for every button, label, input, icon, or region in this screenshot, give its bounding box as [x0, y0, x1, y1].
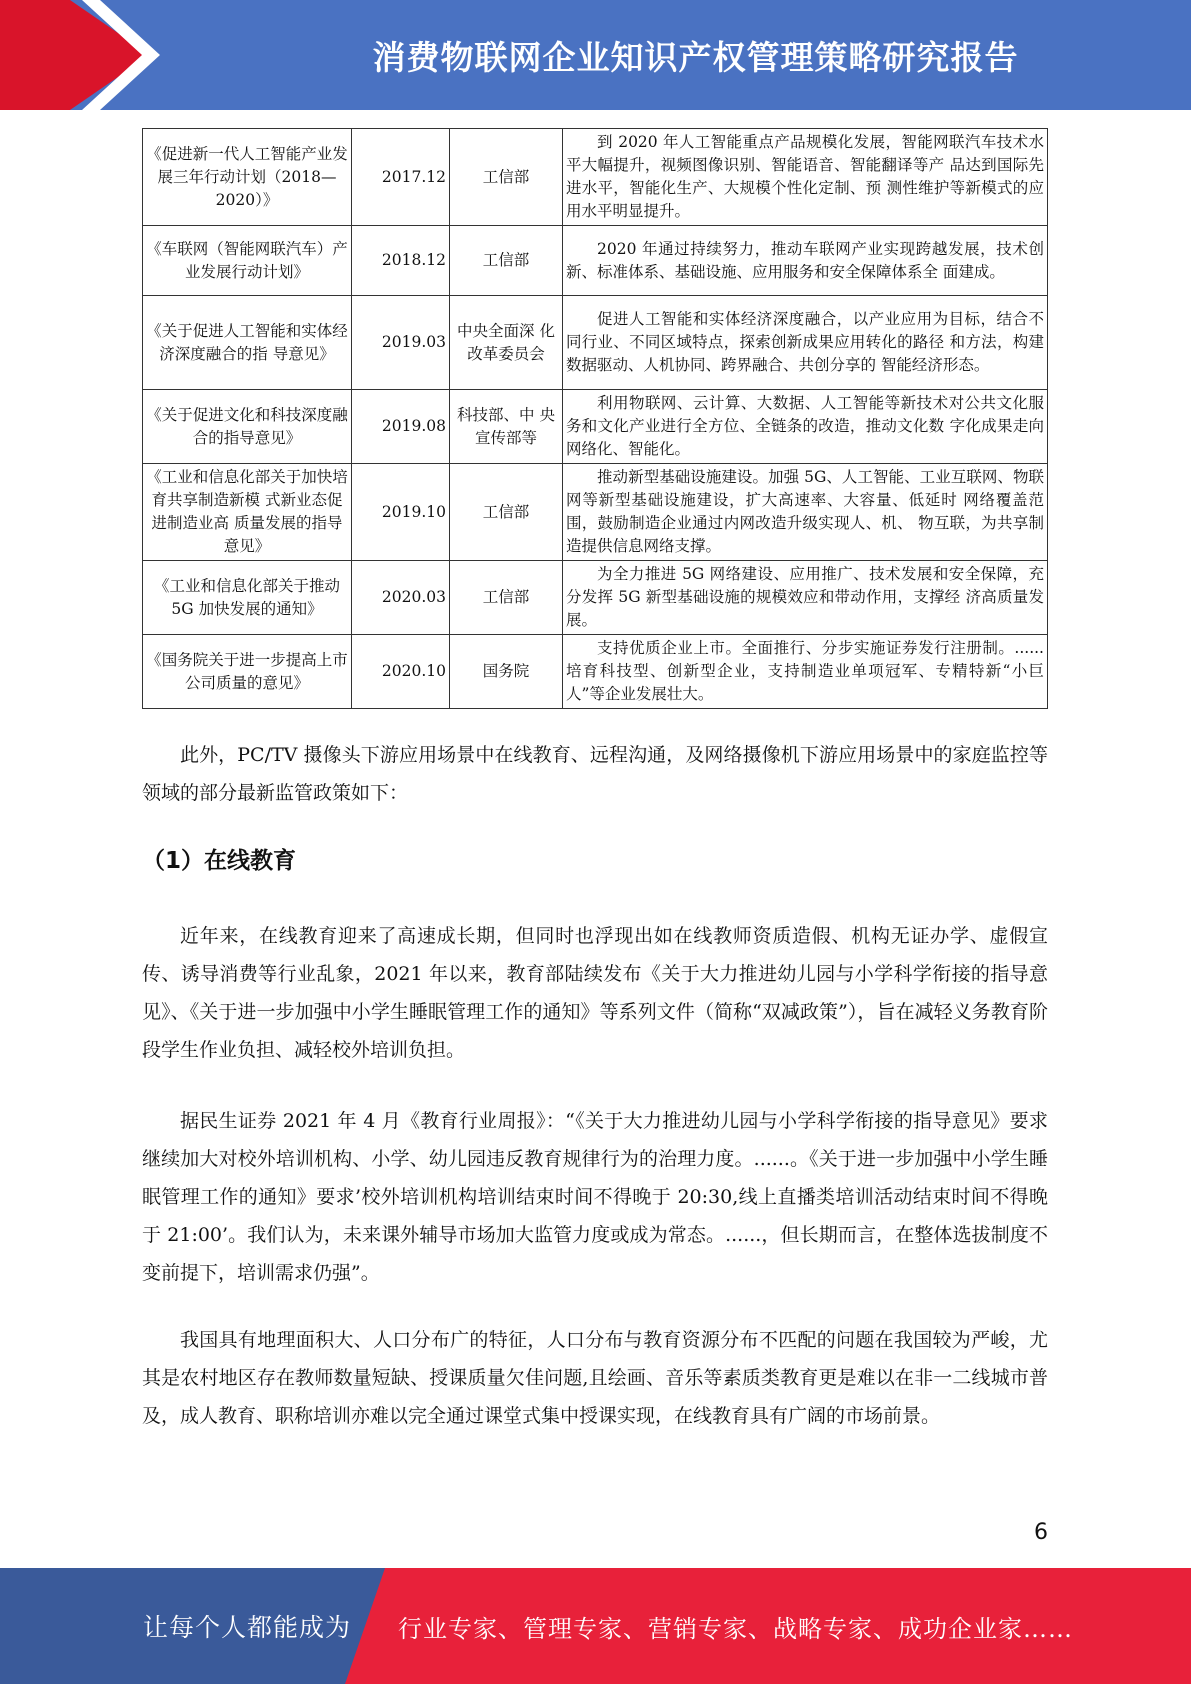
table-row [143, 390, 1048, 464]
intro-paragraph: 此外，PC/TV 摄像头下游应用场景中在线教育、远程沟通，及网络摄像机下游应用场景中的家庭监控等领域的部分最新监管政策如下： [142, 744, 1048, 804]
policy-desc-cell: 2020 年通过持续努力，推动车联网产业实现跨越发展，技术创新、标准体系、基础设施、应用服务和安全保障体系全 面建成。 [563, 226, 1048, 296]
policy-desc-cell: 促进人工智能和实体经济深度融合，以产业应用为目标，结合不同行业、不同区域特点，探索创新成果应用转化的路径 和方法，构建数据驱动、人机协同、跨界融合、共创分享的 智能经济形态。 [563, 296, 1048, 390]
policy-dept-cell: 工信部 [450, 464, 563, 561]
policy-dept-cell: 中央全面深 化改革委员会 [450, 296, 563, 390]
table-row [143, 464, 1048, 561]
policy-date-cell: 2019.10 [352, 464, 450, 561]
policy-dept-cell: 工信部 [450, 129, 563, 226]
page-header [0, 0, 1191, 110]
policy-dept-cell: 工信部 [450, 561, 563, 635]
policy-desc-cell: 到 2020 年人工智能重点产品规模化发展，智能网联汽车技术水平大幅提升，视频图像识别、智能语音、智能翻译等产 品达到国际先进水平，智能化生产、大规模个性化定制、预 测性维护等新模式的应用水平明显提升。 [563, 129, 1048, 226]
policy-name-cell: 《工业和信息化部关于推动 5G 加快发展的通知》 [143, 561, 352, 635]
policy-desc-cell: 推动新型基础设施建设。加强 5G、人工智能、工业互联网、物联网等新型基础设施建设，扩大高速率、大容量、低延时 网络覆盖范围，鼓励制造企业通过内网改造升级实现人、机、 物互联，为共享制造提供信息网络支撑。 [563, 464, 1048, 561]
section-heading-online-education: （1）在线教育 [142, 848, 297, 874]
footer-slogan-right: 行业专家、管理专家、营销专家、战略专家、成功企业家…… [398, 1614, 1073, 1643]
policy-date-cell: 2019.03 [352, 296, 450, 390]
policy-dept-cell: 工信部 [450, 226, 563, 296]
table-row [143, 561, 1048, 635]
policy-table-body [143, 129, 1048, 709]
policy-name-cell: 《国务院关于进一步提高上市公司质量的意见》 [143, 635, 352, 709]
policy-desc-cell: 利用物联网、云计算、大数据、人工智能等新技术对公共文化服务和文化产业进行全方位、全链条的改造，推动文化数 字化成果走向网络化、智能化。 [563, 390, 1048, 464]
policy-name-cell: 《促进新一代人工智能产业发展三年行动计划（2018—2020）》 [143, 129, 352, 226]
policy-date-cell: 2020.10 [352, 635, 450, 709]
policy-date-cell: 2017.12 [352, 129, 450, 226]
table-row [143, 635, 1048, 709]
footer-slogan-left: 让每个人都能成为 [143, 1613, 352, 1642]
page-footer [0, 1568, 1191, 1684]
page-number: 6 [1034, 1520, 1048, 1545]
report-title: 消费物联网企业知识产权管理策略研究报告 [372, 37, 1019, 77]
policy-date-cell: 2020.03 [352, 561, 450, 635]
policy-desc-cell: 为全力推进 5G 网络建设、应用推广、技术发展和安全保障，充分发挥 5G 新型基础设施的规模效应和带动作用，支撑经 济高质量发展。 [563, 561, 1048, 635]
paragraph-2: 据民生证券 2021 年 4 月《教育行业周报》：“《关于大力推进幼儿园与小学科学衔接的指导意见》要求继续加大对校外培训机构、小学、幼儿园违反教育规律行为的治理力度。......。《关于进一步加强中小学生睡眠管理工作的通知》要求’校外培训机构培训结束时间不得晚于 20:30,线上直播类培训活动结束时间不得晚于 21:00’。我们认为，未来课外辅导市场加大监管力度或成为常态。......，但长期而言，在整体选拔制度不变前提下，培训需求仍强”。 [142, 1110, 1048, 1284]
policy-name-cell: 《关于促进文化和科技深度融合的指导意见》 [143, 390, 352, 464]
policy-dept-cell: 科技部、中 央宣传部等 [450, 390, 563, 464]
policy-date-cell: 2018.12 [352, 226, 450, 296]
header-red-chevron [0, 0, 150, 110]
policy-desc-cell: 支持优质企业上市。全面推行、分步实施证券发行注册制。......培育科技型、创新型企业，支持制造业单项冠军、专精特新“小巨人”等企业发展壮大。 [563, 635, 1048, 709]
table-row [143, 129, 1048, 226]
policy-name-cell: 《工业和信息化部关于加快培育共享制造新模 式新业态促进制造业高 质量发展的指导意见》 [143, 464, 352, 561]
policy-name-cell: 《关于促进人工智能和实体经济深度融合的指 导意见》 [143, 296, 352, 390]
policy-name-cell: 《车联网（智能网联汽车）产业发展行动计划》 [143, 226, 352, 296]
policy-table [142, 128, 1048, 709]
policy-dept-cell: 国务院 [450, 635, 563, 709]
table-row [143, 296, 1048, 390]
policy-date-cell: 2019.08 [352, 390, 450, 464]
paragraph-1: 近年来，在线教育迎来了高速成长期，但同时也浮现出如在线教师资质造假、机构无证办学、虚假宣传、诱导消费等行业乱象，2021 年以来，教育部陆续发布《关于大力推进幼儿园与小学科学衔接的指导意见》、《关于进一步加强中小学生睡眠管理工作的通知》等系列文件（简称“双减政策”），旨在减轻义务教育阶段学生作业负担、减轻校外培训负担。 [142, 925, 1048, 1061]
table-row [143, 226, 1048, 296]
paragraph-3: 我国具有地理面积大、人口分布广的特征，人口分布与教育资源分布不匹配的问题在我国较为严峻，尤其是农村地区存在教师数量短缺、授课质量欠佳问题,且绘画、音乐等素质类教育更是难以在非一二线城市普及，成人教育、职称培训亦难以完全通过课堂式集中授课实现，在线教育具有广阔的市场前景。 [142, 1329, 1048, 1427]
